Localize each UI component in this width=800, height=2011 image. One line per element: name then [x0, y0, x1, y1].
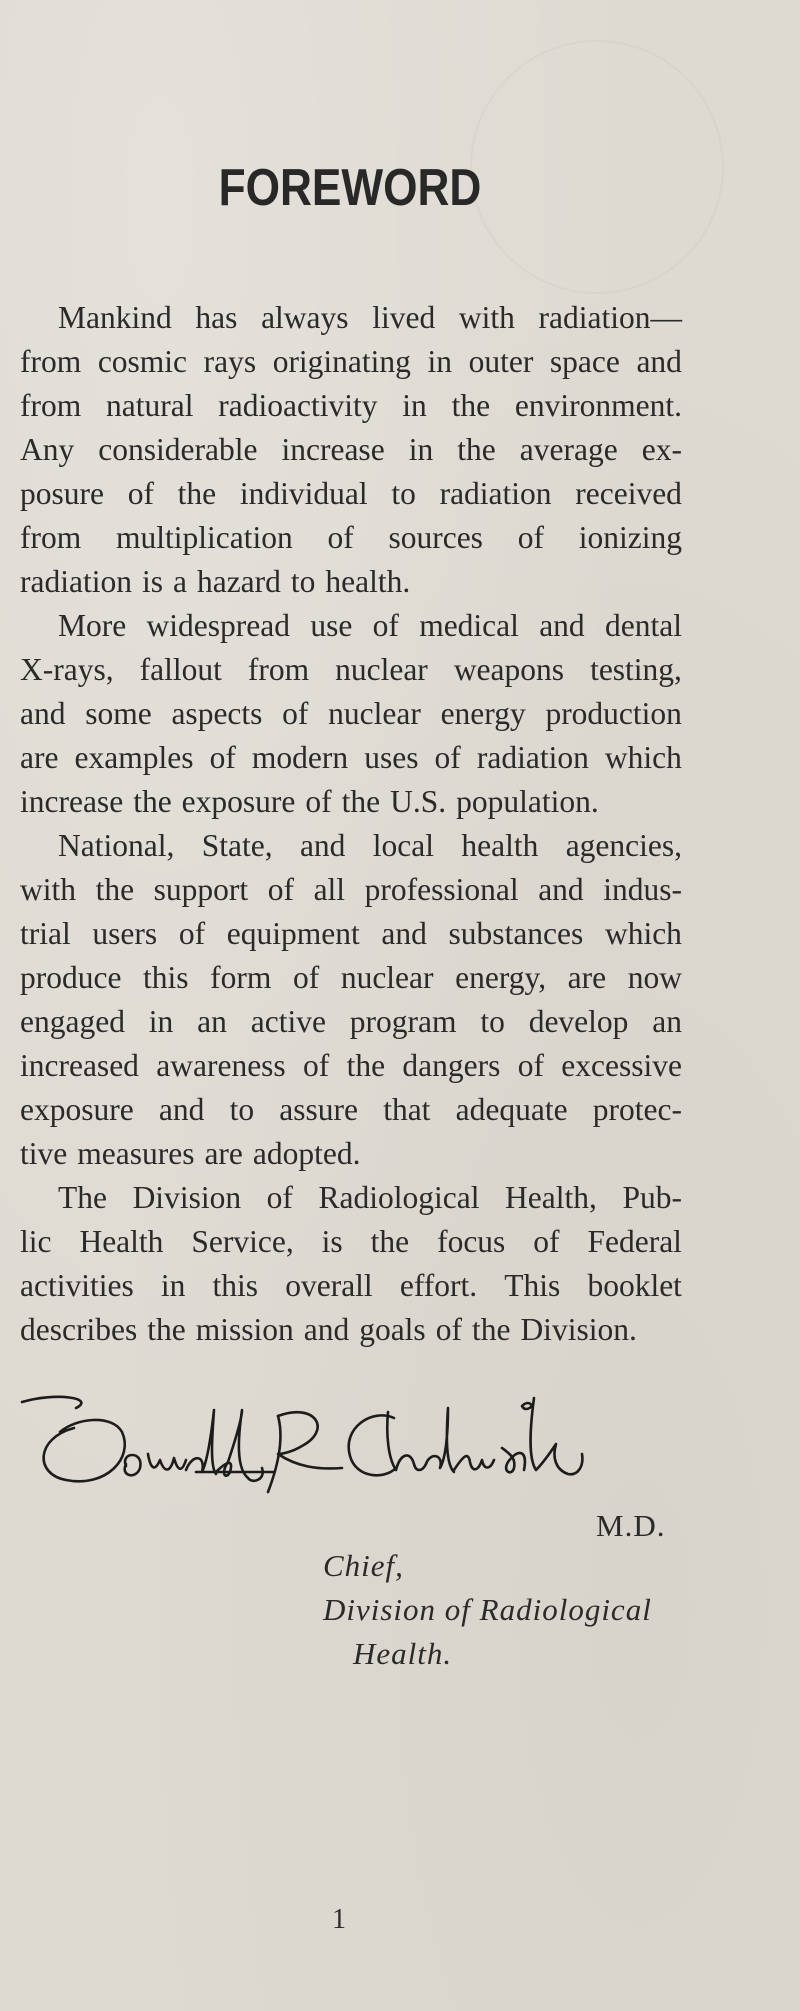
handwritten-signature — [16, 1388, 646, 1518]
paragraph-line: increase the exposure of the U.S. population. — [20, 784, 599, 819]
signatory-title — [323, 1544, 652, 1676]
paragraph-line: from multiplication of sources of ionizing — [20, 520, 682, 555]
paragraph-line: The Division of Radiological Health, Pub- — [58, 1180, 682, 1215]
paragraph-line: are examples of modern uses of radiation which — [20, 740, 682, 775]
signatory-title-line: Division of Radiological — [323, 1592, 652, 1627]
paragraph-line: More widespread use of medical and dental — [58, 608, 682, 643]
paragraph-line: Any considerable increase in the average ex- — [20, 432, 682, 467]
paragraph-line: radiation is a hazard to health. — [20, 564, 411, 599]
signatory-title-line: Chief, — [323, 1548, 404, 1583]
paragraph-line: increased awareness of the dangers of excessive — [20, 1048, 682, 1083]
paragraph-line: tive measures are adopted. — [20, 1136, 361, 1171]
paragraph-line: from cosmic rays originating in outer space and — [20, 344, 682, 379]
paragraph-line: lic Health Service, is the focus of Federal — [20, 1224, 682, 1259]
paragraph-line: National, State, and local health agencies, — [58, 828, 682, 863]
paragraph-line: from natural radioactivity in the environment. — [20, 388, 682, 423]
paragraph-line: produce this form of nuclear energy, are now — [20, 960, 682, 995]
paragraph-line: trial users of equipment and substances which — [20, 916, 682, 951]
paragraph-line: engaged in an active program to develop an — [20, 1004, 682, 1039]
paragraph-line: describes the mission and goals of the Division. — [20, 1312, 637, 1347]
paragraph-line: posure of the individual to radiation received — [20, 476, 682, 511]
page-title: FOREWORD — [218, 159, 482, 217]
paragraph-line: exposure and to assure that adequate protec- — [20, 1092, 682, 1127]
foreword-body — [20, 296, 682, 1352]
signatory-title-line: Health. — [353, 1636, 453, 1671]
page-number: 1 — [332, 1904, 346, 1935]
paragraph-line: activities in this overall effort. This booklet — [20, 1268, 682, 1303]
paragraph-line: Mankind has always lived with radiation— — [58, 300, 682, 335]
paragraph-line: with the support of all professional and indus- — [20, 872, 682, 907]
signature-suffix: M.D. — [596, 1508, 666, 1543]
paragraph-line: and some aspects of nuclear energy production — [20, 696, 682, 731]
paragraph-line: X-rays, fallout from nuclear weapons testing, — [20, 652, 682, 687]
